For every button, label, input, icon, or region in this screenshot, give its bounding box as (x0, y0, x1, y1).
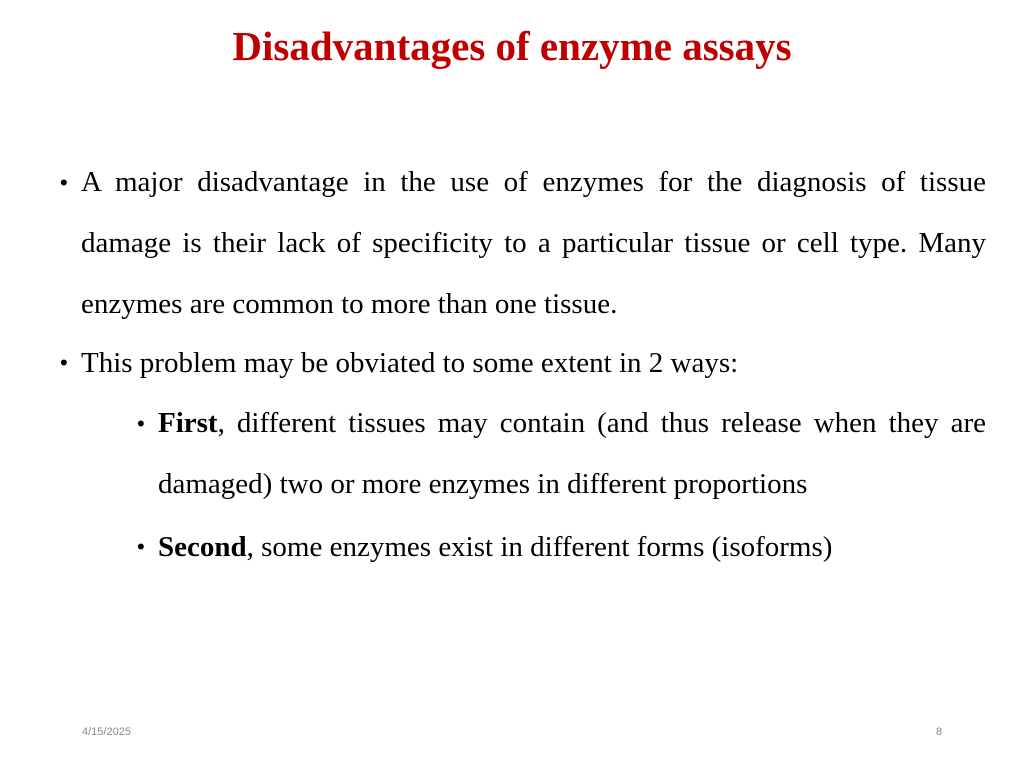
slide-title: Disadvantages of enzyme assays (232, 23, 792, 69)
bullet-marker: • (60, 350, 68, 375)
sub-bullet-text: , different tissues may contain (and thus release when they are damaged) two or more enzymes in different proportions (158, 407, 986, 500)
bullet-marker: • (137, 534, 145, 559)
sub-bullet-text: , some enzymes exist in different forms (isoforms) (246, 531, 833, 563)
sub-bullet-item (137, 393, 986, 515)
sub-bullet-lead: Second (158, 531, 247, 563)
page-number: 8 (936, 726, 943, 738)
bullet-item (60, 152, 986, 335)
bullet-marker: • (137, 411, 145, 436)
sub-bullet-lead: First (158, 407, 218, 439)
bullet-marker: • (60, 170, 68, 195)
bullet-text: A major disadvantage in the use of enzymes for the diagnosis of tissue damage is their lack of specificity to a particular tissue or cell type. Many enzymes are common to more than one tissue. (81, 166, 986, 320)
footer-date: 4/15/2025 (82, 726, 131, 738)
bullet-text: This problem may be obviated to some extent in 2 ways: (81, 347, 739, 379)
sub-bullet-item (137, 519, 986, 575)
slide-body (60, 152, 986, 575)
bullet-item (60, 339, 986, 387)
